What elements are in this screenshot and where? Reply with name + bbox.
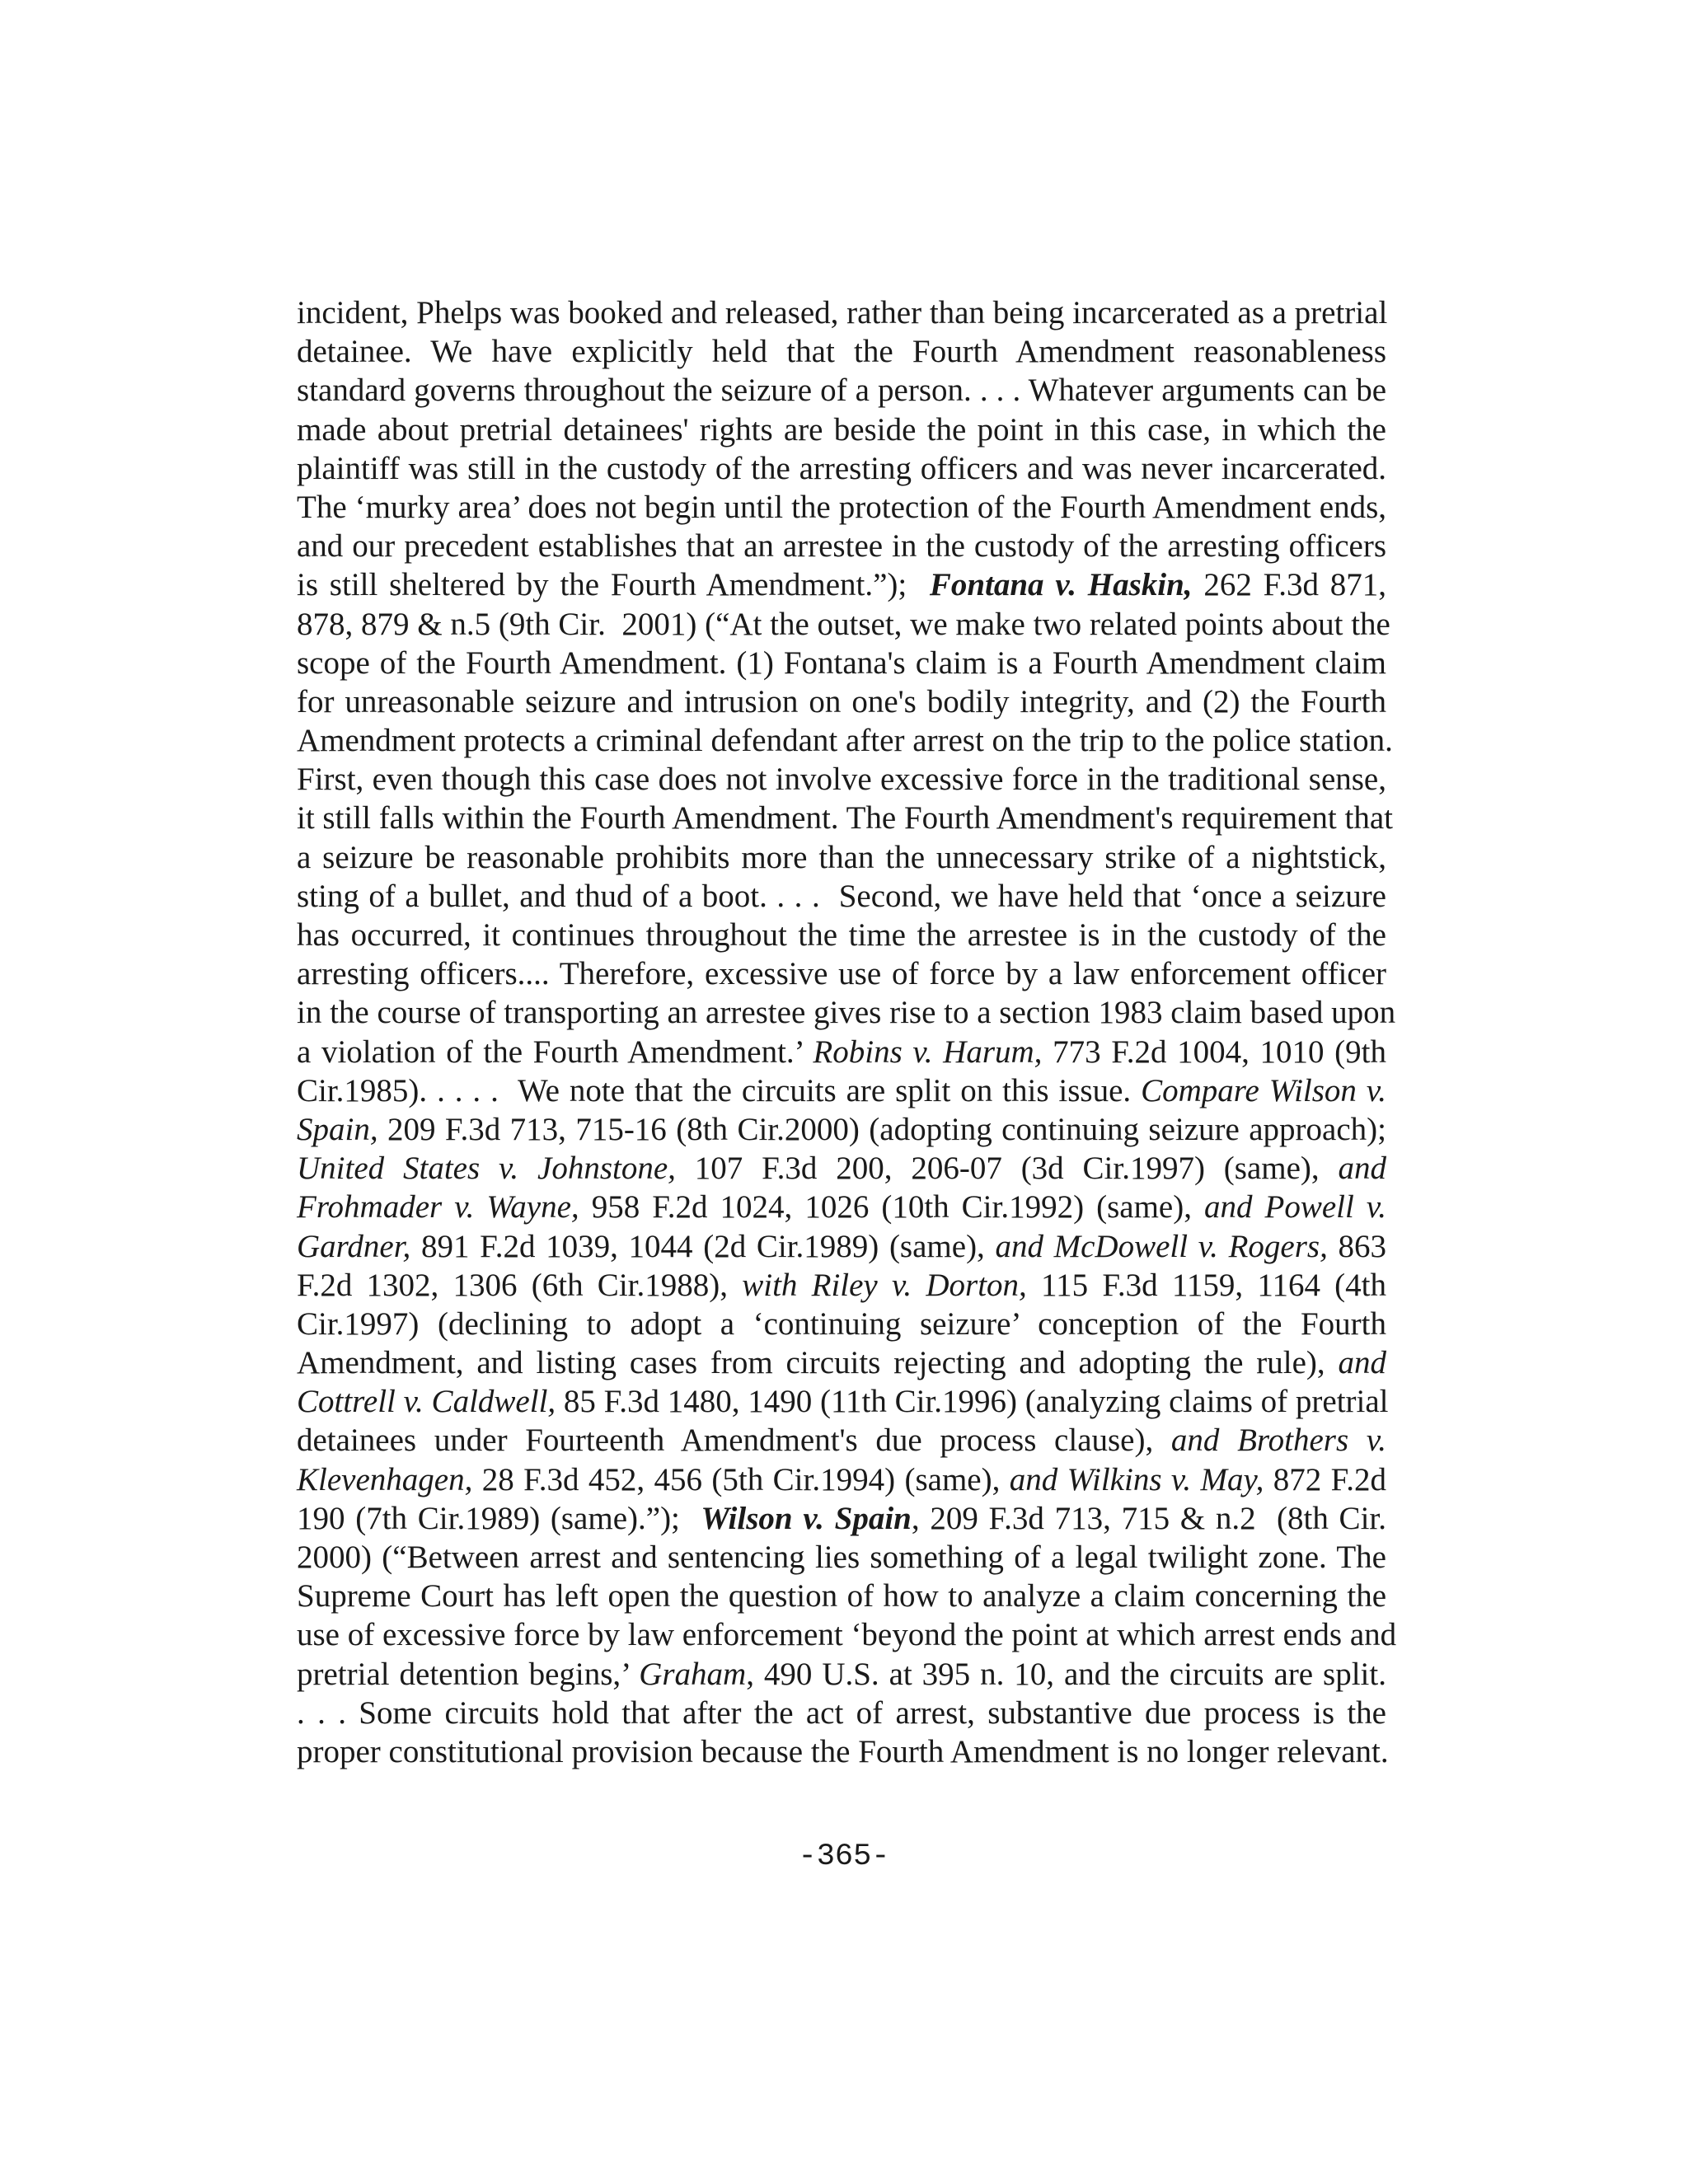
text-run: Amendment protects a criminal defendant after arrest on the trip to the police station. (297, 723, 1393, 759)
text-run: 872 F.2d (1264, 1461, 1387, 1497)
text-run: The ‘murky area’ does not begin until the protection of the Fourth Amendment ends, (297, 489, 1386, 525)
text-run: incident, Phelps was booked and released, rather than being incarcerated as a pretrial (297, 295, 1388, 330)
text-line (297, 1538, 1386, 1577)
text-run: 773 F.2d 1004, 1010 (9th (1042, 1033, 1387, 1070)
text-run: has occurred, it continues throughout the time the arrestee is in the custody of the (297, 917, 1386, 953)
text-run: Amendment, and listing cases from circuits rejecting and adopting the rule), (297, 1345, 1339, 1381)
citation-italic: Spain, (297, 1111, 378, 1147)
text-line (297, 488, 1386, 527)
text-run: standard governs throughout the seizure of a person. . . . Whatever arguments can be (297, 373, 1386, 409)
citation-italic: Graham (639, 1656, 747, 1692)
text-run: sting of a bullet, and thud of a boot. . . . Second, we have held that ‘once a seizure (297, 878, 1386, 914)
text-run: a violation of the Fourth Amendment.’ (297, 1033, 814, 1070)
text-line (297, 954, 1386, 993)
text-run: detainees under Fourteenth Amendment's due process clause), (297, 1422, 1171, 1459)
text-line (297, 410, 1386, 449)
citation-italic: United States v. Johnstone, (297, 1151, 676, 1187)
text-run: in the course of transporting an arrestee gives rise to a section 1983 claim based upon (297, 995, 1396, 1031)
text-line (297, 371, 1386, 410)
text-run: 878, 879 & n.5 (9th Cir. 2001) (“At the outset, we make two related points about the (297, 606, 1390, 642)
citation-italic: with Riley v. Dorton, (742, 1267, 1027, 1303)
text-run: 107 F.3d 200, 206-07 (3d Cir.1997) (same), (675, 1151, 1339, 1187)
text-line (297, 682, 1386, 721)
text-line (297, 1615, 1397, 1654)
text-line (297, 1305, 1386, 1343)
text-run: First, even though this case does not involve excessive force in the traditional sense, (297, 762, 1386, 798)
text-line (297, 605, 1390, 644)
text-line (297, 1460, 1386, 1499)
text-run: and our precedent establishes that an arrestee in the custody of the arresting officers (297, 528, 1386, 565)
text-line (297, 565, 1386, 604)
text-run: scope of the Fourth Amendment. (1) Fontana's claim is a Fourth Amendment claim (297, 644, 1386, 681)
text-run: 262 F.3d 871, (1192, 567, 1386, 603)
text-line (297, 1421, 1386, 1460)
text-run: Cir.1997) (declining to adopt a ‘continuing seizure’ conception of the Fourth (297, 1305, 1386, 1342)
page-number: -365- (798, 1840, 890, 1874)
text-run: Supreme Court has left open the question of how to analyze a claim concerning the (297, 1578, 1386, 1615)
text-line (297, 993, 1396, 1032)
body-text (297, 293, 1397, 1771)
text-run: 863 (1327, 1228, 1386, 1264)
text-run: a seizure be reasonable prohibits more than the unnecessary strike of a nightstick, (297, 839, 1386, 875)
text-run: 891 F.2d 1039, 1044 (2d Cir.1989) (same), (410, 1228, 996, 1264)
text-line (297, 449, 1386, 488)
text-line (297, 1071, 1386, 1110)
text-run: 28 F.3d 452, 456 (5th Cir.1994) (same), (472, 1461, 1010, 1497)
text-line (297, 877, 1386, 916)
text-line (297, 1499, 1386, 1538)
text-run: 190 (7th Cir.1989) (same).”); (297, 1500, 701, 1536)
text-line (297, 1033, 1386, 1071)
text-line (297, 721, 1393, 760)
text-line (297, 1188, 1386, 1226)
text-line (297, 1110, 1386, 1149)
text-run: arresting officers.... Therefore, excessive use of force by a law enforcement officer (297, 956, 1386, 992)
citation-italic: Robins v. Harum, (813, 1033, 1043, 1070)
citation-italic: Frohmader v. Wayne, (297, 1189, 579, 1226)
text-run: . . . Some circuits hold that after the act of arrest, substantive due process is the (297, 1694, 1386, 1731)
citation-italic: Cottrell v. Caldwell, (297, 1384, 556, 1420)
text-line (297, 1382, 1389, 1421)
text-line (297, 1149, 1386, 1188)
text-run: 958 F.2d 1024, 1026 (10th Cir.1992) (same), (579, 1189, 1204, 1226)
text-line (297, 916, 1386, 954)
text-run: 209 F.3d 713, 715-16 (8th Cir.2000) (adopting continuing seizure approach); (377, 1111, 1386, 1147)
text-run: 2000) (“Between arrest and sentencing lies something of a legal twilight zone. The (297, 1540, 1386, 1575)
text-line (297, 527, 1386, 565)
text-run: , 490 U.S. at 395 n. 10, and the circuits are split. (746, 1656, 1386, 1692)
text-line (297, 1732, 1389, 1771)
citation-italic: and (1338, 1345, 1386, 1381)
text-line (297, 1266, 1386, 1305)
text-line (297, 644, 1386, 682)
case-name-bold: Wilson v. Spain (701, 1500, 912, 1536)
text-line (297, 332, 1386, 371)
text-line (297, 1655, 1386, 1694)
text-run: 85 F.3d 1480, 1490 (11th Cir.1996) (analyzing claims of pretrial (556, 1384, 1389, 1420)
text-run: F.2d 1302, 1306 (6th Cir.1988), (297, 1267, 743, 1303)
text-run: use of excessive force by law enforcement ‘beyond the point at which arrest ends and (297, 1617, 1397, 1653)
text-run: it still falls within the Fourth Amendment. The Fourth Amendment's requirement that (297, 800, 1393, 837)
text-run: , 209 F.3d 713, 715 & n.2 (8th Cir. (911, 1500, 1386, 1536)
citation-italic: and (1338, 1151, 1386, 1187)
citation-italic: and Powell v. (1203, 1189, 1386, 1226)
text-run: is still sheltered by the Fourth Amendment.”); (297, 567, 930, 603)
text-run: for unreasonable seizure and intrusion on one's bodily integrity, and (2) the Fourth (297, 683, 1386, 719)
text-line (297, 838, 1386, 877)
case-name-bold: Fontana v. Haskin, (929, 567, 1193, 603)
text-line (297, 760, 1386, 799)
text-line (297, 1343, 1386, 1382)
citation-italic: and Brothers v. (1170, 1422, 1387, 1459)
citation-italic: and Wilkins v. May, (1009, 1461, 1264, 1497)
citation-italic: Gardner, (297, 1228, 411, 1264)
citation-italic: Compare Wilson v. (1141, 1072, 1386, 1108)
citation-italic: and McDowell v. Rogers, (995, 1228, 1328, 1264)
text-run: pretrial detention begins,’ (297, 1656, 640, 1692)
text-run: 115 F.3d 1159, 1164 (4th (1026, 1267, 1387, 1303)
text-run: plaintiff was still in the custody of the arresting officers and was never incarcerated. (297, 450, 1386, 486)
text-line (297, 293, 1386, 332)
text-line (297, 1577, 1386, 1615)
text-line (297, 1694, 1386, 1732)
citation-italic: Klevenhagen, (297, 1461, 473, 1497)
text-run: detainee. We have explicitly held that the Fourth Amendment reasonableness (297, 334, 1386, 370)
text-line (297, 799, 1393, 837)
text-run: made about pretrial detainees' rights are beside the point in this case, in which the (297, 411, 1386, 448)
text-run: proper constitutional provision because the Fourth Amendment is no longer relevant. (297, 1733, 1389, 1769)
text-run: Cir.1985). . . . . We note that the circuits are split on this issue. (297, 1072, 1142, 1108)
text-line (297, 1227, 1386, 1266)
